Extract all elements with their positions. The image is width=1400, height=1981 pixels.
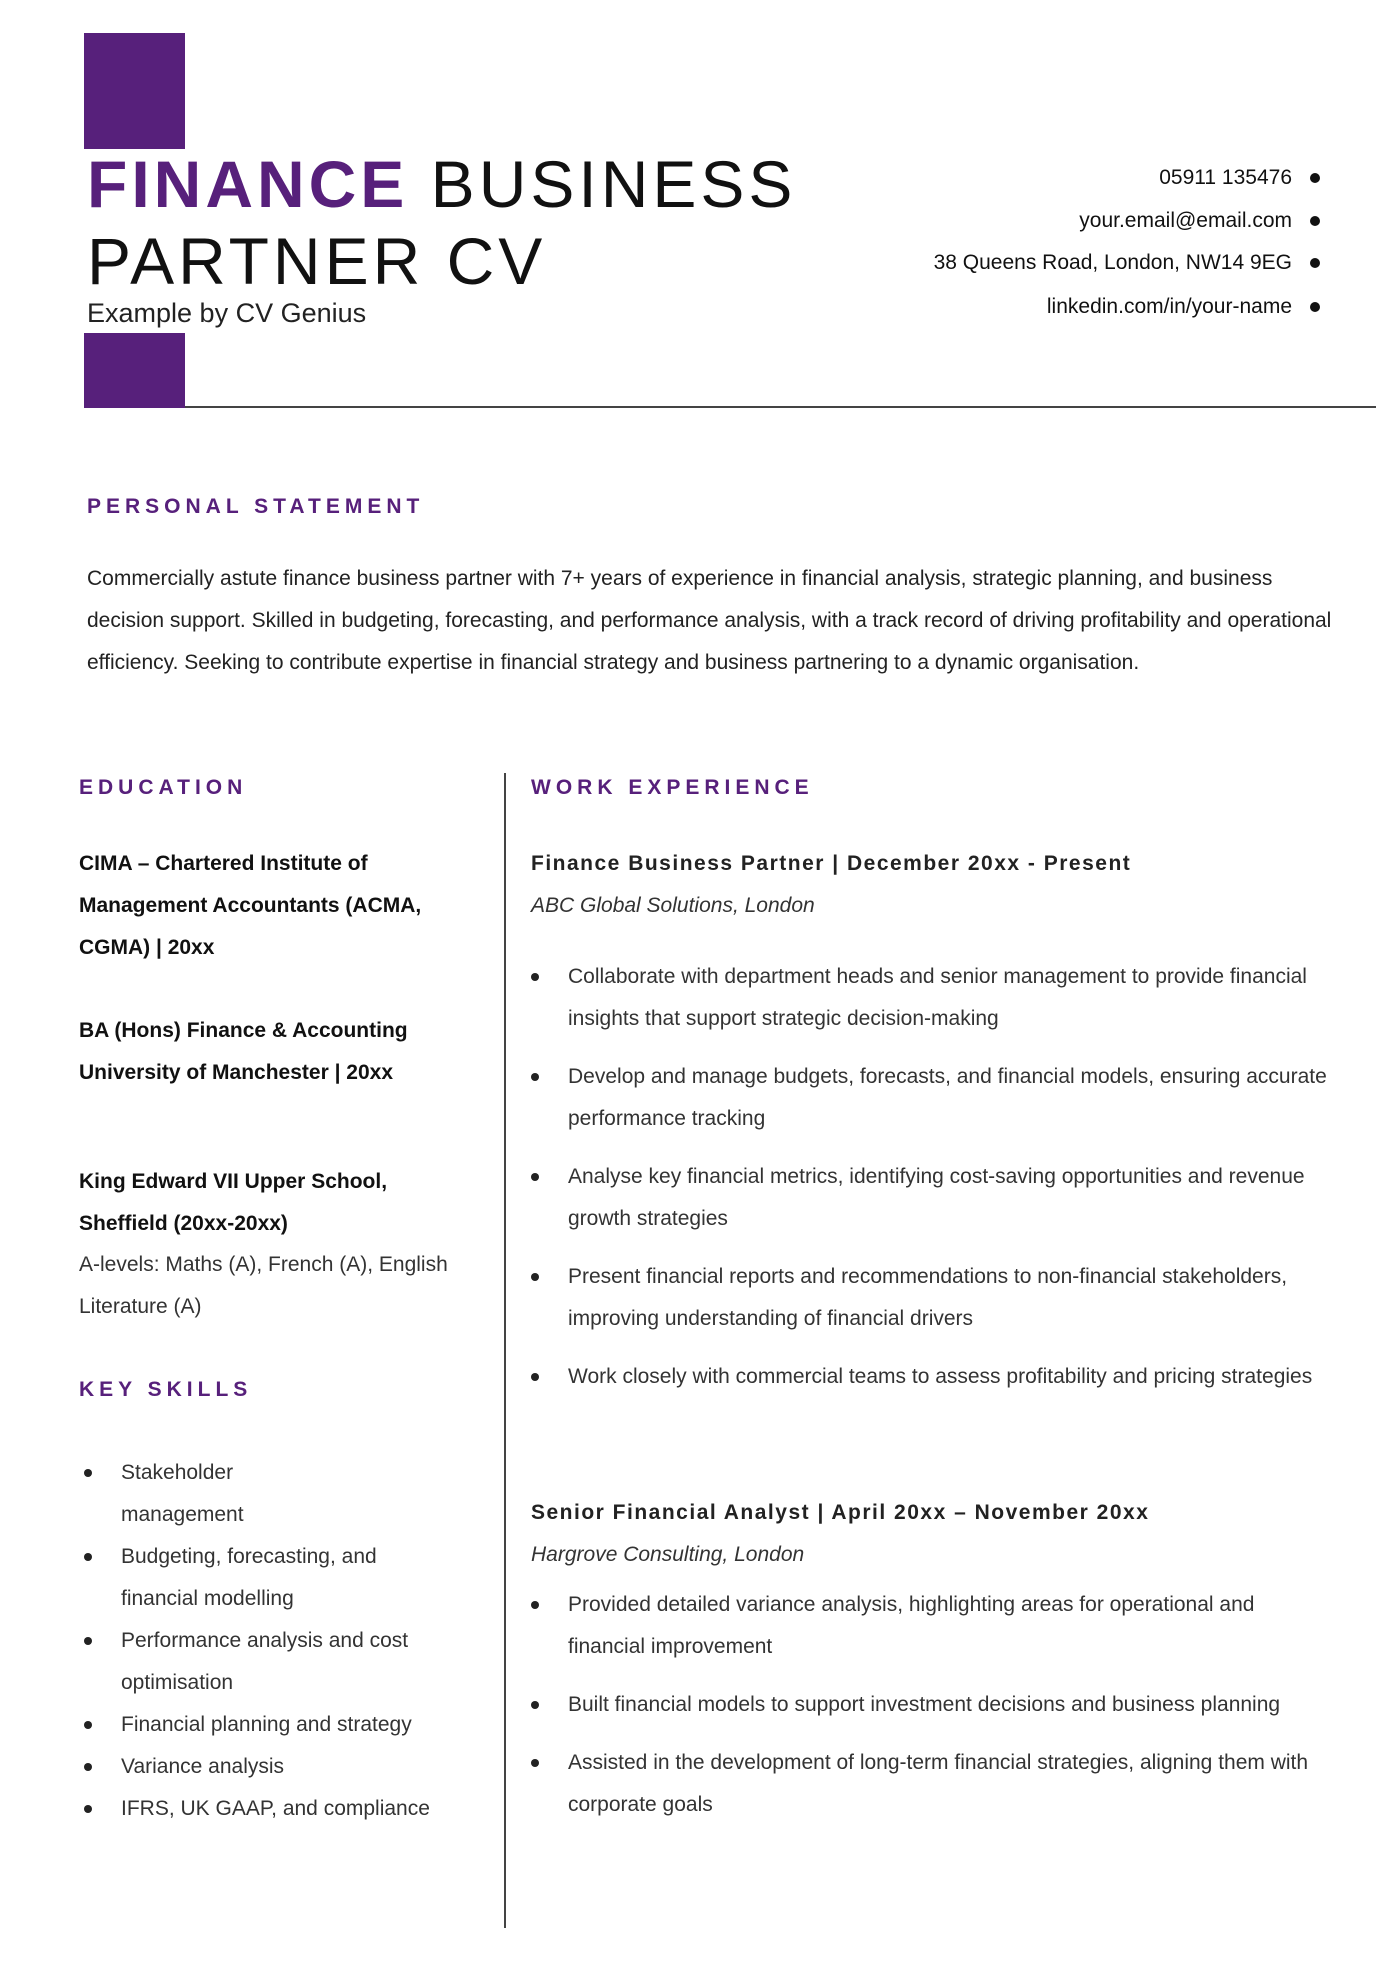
decorative-block-bottom — [84, 333, 185, 408]
job-bullet: Collaborate with department heads and senior management to provide financial insights that support strategic decision-making — [531, 956, 1331, 1040]
column-divider — [504, 773, 506, 1928]
bullet-icon — [84, 1763, 92, 1771]
bullet-icon — [1310, 302, 1320, 312]
job-entry — [531, 843, 1331, 1414]
education-heading: EDUCATION — [79, 776, 248, 799]
job-company: ABC Global Solutions, London — [531, 894, 815, 917]
bullet-icon — [1310, 173, 1320, 183]
personal-statement-text: Commercially astute finance business partner with 7+ years of experience in financial analysis, strategic planning, and business decision support. Skilled in budgeting, forecasting, and performance analysis, with a track record of driving profitability and operational efficiency. Seeking to contribute expertise in financial strategy and business partnering to a dynamic organisation. — [87, 567, 1332, 674]
bullet-icon — [84, 1721, 92, 1729]
title-rest: BUSINESS — [430, 147, 797, 221]
skill-item: Budgeting, forecasting, and financial modelling — [84, 1536, 421, 1620]
subtitle: Example by CV Genius — [87, 298, 367, 328]
job-bullet: Present financial reports and recommendations to non-financial stakeholders, improving understanding of financial drivers — [531, 1256, 1331, 1340]
bullet-icon — [84, 1637, 92, 1645]
bullet-icon — [531, 1073, 539, 1081]
job-bullet: Assisted in the development of long-term financial strategies, aligning them with corporate goals — [531, 1742, 1331, 1826]
key-skills-heading: KEY SKILLS — [79, 1378, 253, 1401]
job-entry — [531, 1492, 1331, 1842]
education-item: King Edward VII Upper School, Sheffield (20xx-20xx) — [79, 1170, 388, 1235]
skills-list — [84, 1452, 484, 1830]
bullet-icon — [1310, 216, 1320, 226]
bullet-icon — [84, 1805, 92, 1813]
work-experience-heading: WORK EXPERIENCE — [531, 776, 814, 799]
bullet-icon — [531, 1273, 539, 1281]
job-bullets — [531, 1584, 1331, 1826]
skill-item: Financial planning and strategy — [84, 1704, 484, 1746]
bullet-icon — [531, 1601, 539, 1609]
bullet-icon — [531, 1173, 539, 1181]
bullet-icon — [531, 1373, 539, 1381]
contact-linkedin: linkedin.com/in/your-name — [1046, 295, 1292, 318]
job-bullet: Built financial models to support investment decisions and business planning — [531, 1684, 1331, 1726]
education-item: CIMA – Chartered Institute of Management Accountants (ACMA, CGMA) | 20xx — [79, 852, 422, 959]
job-bullet: Analyse key financial metrics, identifying cost-saving opportunities and revenue growth strategies — [531, 1156, 1331, 1240]
header-divider — [185, 406, 1376, 408]
job-title: Senior Financial Analyst | April 20xx – November 20xx — [531, 1501, 1150, 1524]
bullet-icon — [84, 1469, 92, 1477]
bullet-icon — [531, 1701, 539, 1709]
contact-address: 38 Queens Road, London, NW14 9EG — [933, 251, 1292, 274]
job-bullets — [531, 956, 1331, 1398]
education-item: BA (Hons) Finance & Accounting University of Manchester | 20xx — [79, 1019, 408, 1084]
personal-statement-heading: PERSONAL STATEMENT — [87, 495, 425, 518]
skill-item: Variance analysis — [84, 1746, 484, 1788]
bullet-icon — [531, 973, 539, 981]
bullet-icon — [84, 1553, 92, 1561]
bullet-icon — [531, 1759, 539, 1767]
decorative-block-top — [84, 33, 185, 149]
skill-item: Performance analysis and cost optimisation — [84, 1620, 451, 1704]
title-line2: PARTNER CV — [87, 224, 547, 298]
bullet-icon — [1310, 258, 1320, 268]
job-title: Finance Business Partner | December 20xx - Present — [531, 852, 1132, 875]
skill-item: Stakeholder management — [84, 1452, 321, 1536]
page-title — [87, 146, 796, 300]
contact-phone: 05911 135476 — [1159, 166, 1292, 189]
job-bullet: Work closely with commercial teams to assess profitability and pricing strategies — [531, 1356, 1331, 1398]
job-bullet: Develop and manage budgets, forecasts, and financial models, ensuring accurate performance tracking — [531, 1056, 1331, 1140]
contact-email: your.email@email.com — [1079, 209, 1292, 232]
title-accent: FINANCE — [87, 147, 409, 221]
job-bullet: Provided detailed variance analysis, highlighting areas for operational and financial improvement — [531, 1584, 1331, 1668]
job-company: Hargrove Consulting, London — [531, 1543, 805, 1566]
education-detail: A-levels: Maths (A), French (A), English Literature (A) — [79, 1253, 448, 1318]
skill-item: IFRS, UK GAAP, and compliance — [84, 1788, 484, 1830]
